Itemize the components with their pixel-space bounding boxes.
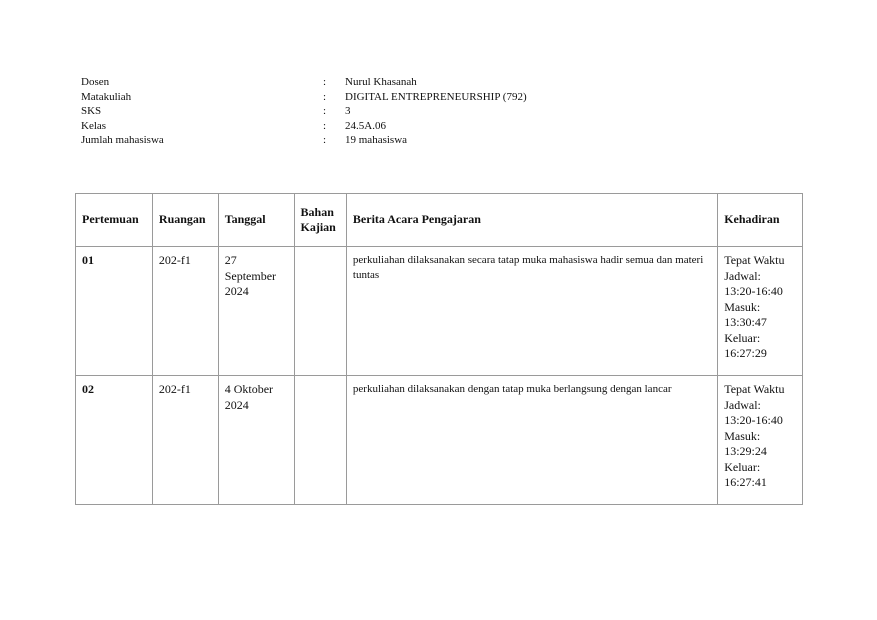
kehadiran-jadwal-label: Jadwal:	[724, 268, 761, 283]
cell-berita-acara: perkuliahan dilaksanakan dengan tatap muka berlangsung dengan lancar	[346, 376, 717, 505]
info-row-sks	[81, 104, 645, 119]
kehadiran-masuk: 13:29:24	[724, 444, 767, 458]
cell-ruangan: 202-f1	[152, 376, 218, 505]
info-separator: :	[323, 90, 327, 103]
info-row-kelas	[81, 119, 645, 134]
kehadiran-keluar-label: Keluar:	[724, 330, 761, 345]
header-berita-acara: Berita Acara Pengajaran	[346, 194, 717, 247]
cell-tanggal: 27 September 2024	[218, 247, 294, 376]
info-separator: :	[323, 134, 327, 146]
cell-pertemuan: 01	[76, 247, 153, 376]
info-label: Jumlah mahasiswa	[81, 134, 164, 146]
info-label: SKS	[81, 105, 102, 117]
kehadiran-keluar: 16:27:29	[724, 346, 767, 360]
kehadiran-keluar-label: Keluar:	[724, 459, 761, 474]
cell-tanggal: 4 Oktober 2024	[218, 376, 294, 505]
kehadiran-masuk-label: Masuk:	[724, 428, 761, 443]
header-bahan-kajian: Bahan Kajian	[294, 194, 346, 247]
kehadiran-status: Tepat Waktu	[724, 253, 785, 267]
info-separator: :	[323, 119, 327, 132]
table-row	[76, 376, 803, 505]
kehadiran-jadwal: 13:20-16:40	[724, 284, 783, 298]
table-header-row	[76, 194, 803, 247]
info-label: Kelas	[81, 119, 107, 132]
header-tanggal: Tanggal	[218, 194, 294, 247]
header-ruangan: Ruangan	[152, 194, 218, 247]
info-value: Nurul Khasanah	[345, 76, 417, 88]
cell-bahan-kajian	[294, 376, 346, 505]
info-label: Dosen	[81, 76, 110, 88]
info-value: 3	[345, 105, 351, 117]
info-separator: :	[323, 76, 327, 88]
info-value: DIGITAL ENTREPRENEURSHIP (792)	[345, 90, 527, 103]
cell-bahan-kajian	[294, 247, 346, 376]
cell-pertemuan: 02	[76, 376, 153, 505]
header-pertemuan: Pertemuan	[76, 194, 153, 247]
kehadiran-masuk-label: Masuk:	[724, 299, 761, 314]
cell-kehadiran	[718, 376, 803, 505]
cell-berita-acara: perkuliahan dilaksanakan secara tatap muka mahasiswa hadir semua dan materi tuntas	[346, 247, 717, 376]
berita-acara-table	[75, 193, 803, 505]
info-label: Matakuliah	[81, 90, 132, 103]
cell-kehadiran	[718, 247, 803, 376]
info-row-jumlah-mahasiswa	[81, 133, 645, 148]
kehadiran-masuk: 13:30:47	[724, 315, 767, 329]
table-row	[76, 247, 803, 376]
course-info	[81, 75, 645, 148]
info-value: 24.5A.06	[345, 119, 386, 132]
info-value: 19 mahasiswa	[345, 134, 408, 146]
cell-ruangan: 202-f1	[152, 247, 218, 376]
kehadiran-jadwal: 13:20-16:40	[724, 413, 783, 427]
header-kehadiran: Kehadiran	[718, 194, 803, 247]
info-row-matakuliah	[81, 90, 645, 105]
info-separator: :	[323, 105, 327, 117]
kehadiran-status: Tepat Waktu	[724, 382, 785, 396]
kehadiran-keluar: 16:27:41	[724, 475, 767, 489]
kehadiran-jadwal-label: Jadwal:	[724, 397, 761, 412]
info-row-dosen	[81, 75, 645, 90]
